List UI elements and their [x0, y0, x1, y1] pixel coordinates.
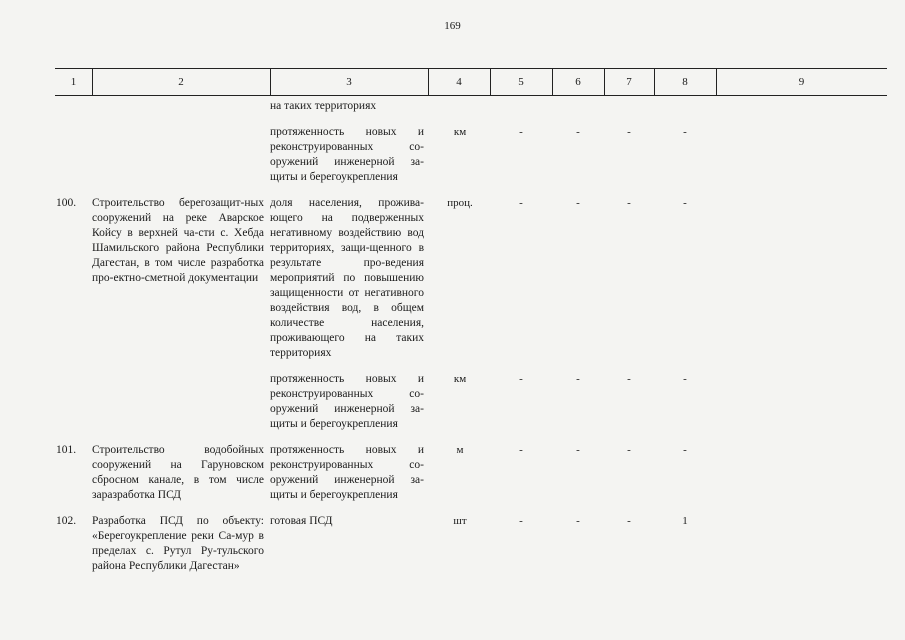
page-number: 169: [444, 20, 461, 32]
value-cell-6: -: [576, 197, 580, 209]
header-col-8: 8: [682, 76, 688, 88]
measure-name-cell: Разработка ПСД по объекту: «Берегоукрепление реки Са-мур в пределах с. Рутул Ру-тульского района Республики Дагестан»: [92, 515, 264, 572]
header-col-9: 9: [798, 76, 805, 88]
header-col-4: 4: [456, 76, 462, 88]
value-cell-5: -: [519, 197, 523, 209]
value-cell-5: -: [519, 126, 523, 138]
row-number: 102.: [56, 515, 77, 527]
header-col-6: 6: [575, 76, 581, 88]
header-col-2: 2: [178, 76, 184, 88]
value-cell-8: -: [683, 373, 687, 385]
unit-cell: м: [456, 444, 464, 456]
indicator-cell: протяженность новых и реконструированных со-оружений инженерной за-щиты и берегоукрепления: [270, 373, 424, 430]
unit-cell: шт: [453, 515, 467, 527]
measure-name-cell: Строительство берегозащит-ных сооружений на реке Аварское Койсу в верхней ча-сти с. Хебда Шамильского района Республики Дагестан, в том числе разработка про-ектно-сметной документации: [92, 197, 264, 284]
value-cell-8: 1: [682, 515, 688, 527]
indicator-cell: доля населения, прожива-ющего на подверженных негативному воздействию вод территориях, защи-щенного в результате про-ведения мероприятий по повышению защищенности от негативного воздействия вод, в общем количестве населения, проживающего на таких территориях: [270, 197, 424, 359]
value-cell-7: -: [627, 515, 631, 527]
unit-cell: км: [453, 126, 467, 138]
row-number: 100.: [56, 197, 77, 209]
value-cell-8: -: [683, 444, 687, 456]
row-number: 101.: [56, 444, 77, 456]
header-col-5: 5: [518, 76, 524, 88]
value-cell-8: -: [683, 126, 687, 138]
unit-cell: км: [453, 373, 467, 385]
value-cell-5: -: [519, 373, 523, 385]
value-cell-6: -: [576, 373, 580, 385]
value-cell-5: -: [519, 444, 523, 456]
indicator-cell: готовая ПСД: [270, 515, 333, 527]
value-cell-6: -: [576, 515, 580, 527]
indicator-cell: протяженность новых и реконструированных со-оружений инженерной за-щиты и берегоукрепления: [270, 444, 424, 501]
value-cell-6: -: [576, 126, 580, 138]
indicator-cell: на таких территориях: [270, 100, 377, 112]
value-cell-7: -: [627, 444, 631, 456]
value-cell-7: -: [627, 197, 631, 209]
value-cell-8: -: [683, 197, 687, 209]
value-cell-5: -: [519, 515, 523, 527]
header-col-7: 7: [626, 76, 632, 88]
unit-cell: проц.: [447, 197, 473, 209]
indicator-cell: протяженность новых и реконструированных со-оружений инженерной за-щиты и берегоукрепления: [270, 126, 424, 183]
measure-name-cell: Строительство водобойных сооружений на Гаруновском сбросном канале, в том числе заразработка ПСД: [92, 444, 264, 501]
header-col-1: 1: [70, 76, 77, 88]
table-header: [55, 68, 887, 96]
header-col-3: 3: [346, 76, 352, 88]
value-cell-7: -: [627, 126, 631, 138]
value-cell-7: -: [627, 373, 631, 385]
value-cell-6: -: [576, 444, 580, 456]
